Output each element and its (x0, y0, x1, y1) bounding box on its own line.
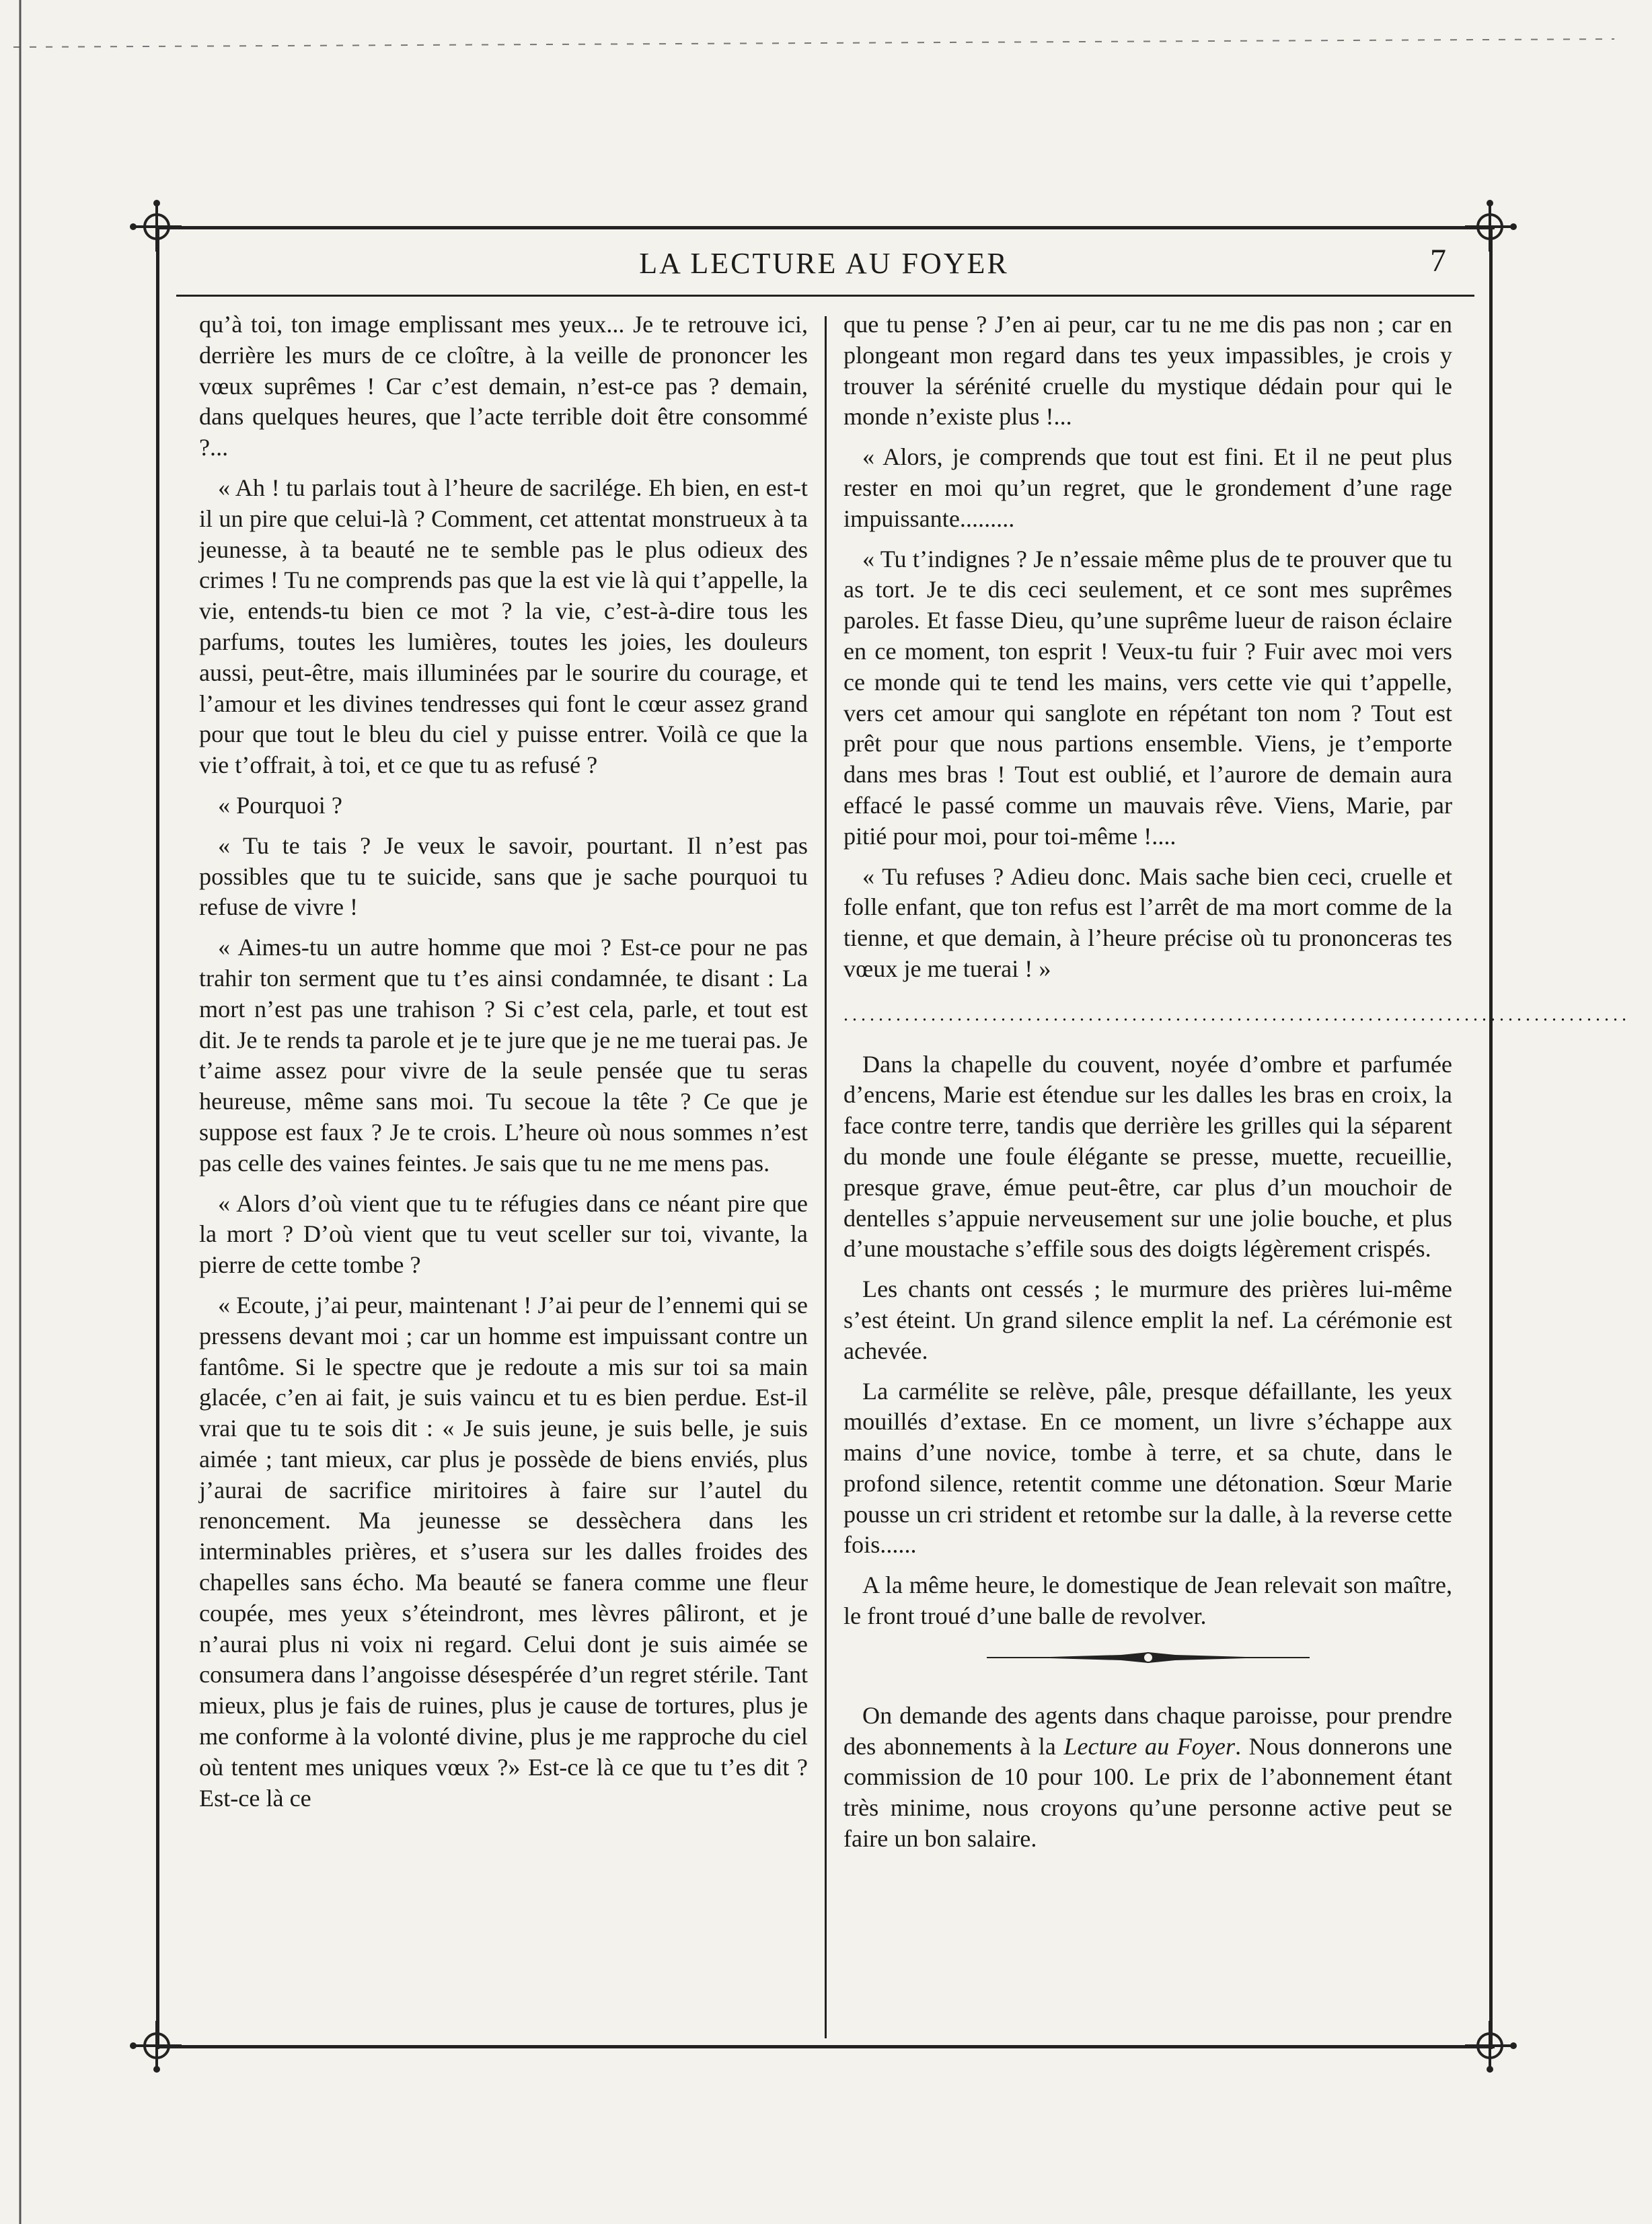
paragraph: « Ecoute, j’ai peur, maintenant ! J’ai peur de l’ennemi qui se pressens devant moi ; car un homme est impuissant contre un fantôme. Si le spectre que je redoute a mis sur toi sa main glacée, c’en ai fait, je suis vaincu et tu es bien perdue. Est-il vrai que tu te sois dit : « Je suis jeune, je suis belle, je suis aimée ; tant mieux, car plus je possède de biens enviés, plus j’aurai de sacrifice miritoires à faire sur l’autel du renoncement. Ma jeunesse se dessèchera dans les interminables prières, et s’usera sur les dalles froides des chapelles sans écho. Ma beauté se fanera comme une fleur coupée, mes yeux s’éteindront, mes lèvres pâliront, et je n’aurai plus ni voix ni regard. Celui dont je suis aimée se consumera dans l’angoisse désespérée d’un regret stérile. Tant mieux, plus je fais de ruines, plus je cause de tortures, plus je me conforme à la volonté divine, plus je me rapproche du ciel où tentent mes uniques vœux ?» Est-ce là ce que tu t’es dit ? Est-ce là ce (199, 1291, 808, 1812)
header-rule (176, 295, 1474, 297)
left-column (199, 309, 808, 2032)
journal-title: LA LECTURE AU FOYER (639, 247, 1009, 280)
fleuron-divider-icon (987, 1650, 1310, 1666)
frame-right-rule (1489, 226, 1493, 2049)
paragraph: « Alors, je comprends que tout est fini. Et il ne peut plus rester en moi qu’un regret, que le grondement d’une rage impuissante......... (843, 443, 1452, 532)
paragraph: « Pourquoi ? (218, 791, 342, 819)
corner-ornament-icon (126, 2015, 187, 2076)
paragraph: « Tu refuses ? Adieu donc. Mais sache bien ceci, cruelle et folle enfant, que ton refus est l’arrêt de ma mort comme de la tienne, et que demain, à l’heure précise où tu prononceras tes vœux je me tuerai ! » (843, 862, 1452, 982)
right-column (843, 309, 1630, 2032)
scan-edge-artifact (0, 0, 1652, 81)
frame-bottom-rule (156, 2045, 1495, 2048)
running-header (175, 242, 1473, 289)
column-divider (825, 316, 827, 2038)
notice-text-after: . Nous donnerons une commission de 10 pour 100. Le prix de l’abonnement étant très minime, nous croyons qu’une personne active peut se faire un bon salaire. (843, 1732, 1452, 1853)
frame-left-rule (156, 226, 159, 2049)
frame-top-rule (156, 226, 1495, 229)
subscription-notice (843, 1701, 1452, 1855)
journal-name: Lecture au Foyer (1063, 1732, 1236, 1760)
paragraph: « Tu te tais ? Je veux le savoir, pourtant. Il n’est pas possibles que tu te suicide, sans que je sache pourquoi tu refuse de vivre ! (199, 831, 808, 921)
paragraph: que tu pense ? J’en ai peur, car tu ne me dis pas non ; car en plongeant mon regard dans tes yeux impassibles, je crois y trouver la sérénité cruelle du mystique dédain pour qui le monde n’existe plus !... (843, 311, 1452, 431)
paragraph: qu’à toi, ton image emplissant mes yeux... Je te retrouve ici, derrière les murs de ce cloître, à la veille de prononcer les vœux suprêmes ! Car c’est demain, n’est-ce pas ? demain, dans quelques heures, que l’acte terrible doit être consommé ?... (199, 311, 808, 461)
notice-text-before: On demande des agents dans chaque paroisse, pour prendre des abonnements à la (843, 1701, 1452, 1760)
paragraph: « Ah ! tu parlais tout à l’heure de sacrilége. Eh bien, en est-t il un pire que celui-là ? Comment, cet attentat monstrueux à ta jeunesse, à ta beauté ne te semble pas le plus odieux des crimes ! Tu ne comprends pas que la est vie là qui t’appelle, la vie, entends-tu bien ce mot ? la vie, c’est-à-dire tous les parfums, toutes les lumières, toutes les joies, les douleurs aussi, peut-être, mais illuminées par le sourire du courage, et l’amour et les divines tendresses qui font le cœur assez grand pour que tout le bleu du ciel y puisse entrer. Voilà ce que la vie t’offrait, à toi, et ce que tu as refusé ? (199, 474, 808, 779)
paragraph: Les chants ont cessés ; le murmure des prières lui-même s’est éteint. Un grand silence emplit la nef. La cérémonie est achevée. (843, 1275, 1452, 1364)
paragraph: « Alors d’où vient que tu te réfugies dans ce néant pire que la mort ? D’où vient que tu veut sceller sur toi, vivante, la pierre de cette tombe ? (199, 1189, 808, 1279)
page-number: 7 (1430, 243, 1446, 279)
paragraph: La carmélite se relève, pâle, presque défaillante, les yeux mouillés d’extase. En ce moment, un livre s’échappe aux mains d’une novice, tombe à terre, et sa chute, dans le profond silence, retentit comme une détonation. Sœur Marie pousse un cri strident et retombe sur la dalle, à la reverse cette fois...... (843, 1377, 1452, 1559)
corner-ornament-icon (1460, 2015, 1520, 2076)
paragraph: « Tu t’indignes ? Je n’essaie même plus de te prouver que tu as tort. Je te dis ceci seulement, et ce sont mes suprêmes paroles. Et fasse Dieu, qu’une suprême lueur de raison éclaire en ce moment, ton esprit ! Veux-tu fuir ? Fuir avec moi vers ce monde qui te tend les mains, vers cette vie qui t’appelle, vers cet amour qui sanglote en répétant ton nom ? Tout est prêt pour que nous partions ensemble. Viens, je t’emporte dans mes bras ! Tout est oublié, et l’aurore de demain aura effacé le passé comme un mauvais rêve. Viens, Marie, par pitié pour moi, pour toi-même !.... (843, 545, 1452, 850)
paragraph: A la même heure, le domestique de Jean relevait son maître, le front troué d’une balle de revolver. (843, 1571, 1452, 1630)
paragraph: Dans la chapelle du couvent, noyée d’ombre et parfumée d’encens, Marie est étendue sur les dalles les bras en croix, la face contre terre, tandis que derrière les grilles qui la séparent du monde une foule élégante se presse, muette, recueillie, presque grave, émue peut-être, car plus d’un mouchoir de dentelles s’appuie nerveusement sur une jolie bouche, et plus d’une moustache s’effile sous des doigts légèrement crispés. (843, 1050, 1452, 1263)
paragraph: « Aimes-tu un autre homme que moi ? Est-ce pour ne pas trahir ton serment que tu t’es ainsi condamnée, te disant : La mort n’est pas une trahison ? Si c’est cela, parle, et tout est dit. Je te rends ta parole et je te jure que je ne me tuerai pas. Je t’aime assez pour vivre de la seule pensée que tu seras heureuse, même sans moi. Tu secoue la tête ? Ce que je suppose est faux ? Je te crois. L’heure où nous sommes n’est pas celle des vaines feintes. Je sais que tu ne me mens pas. (199, 934, 808, 1177)
dotted-separator: .......................................................................................... (843, 1004, 1630, 1025)
